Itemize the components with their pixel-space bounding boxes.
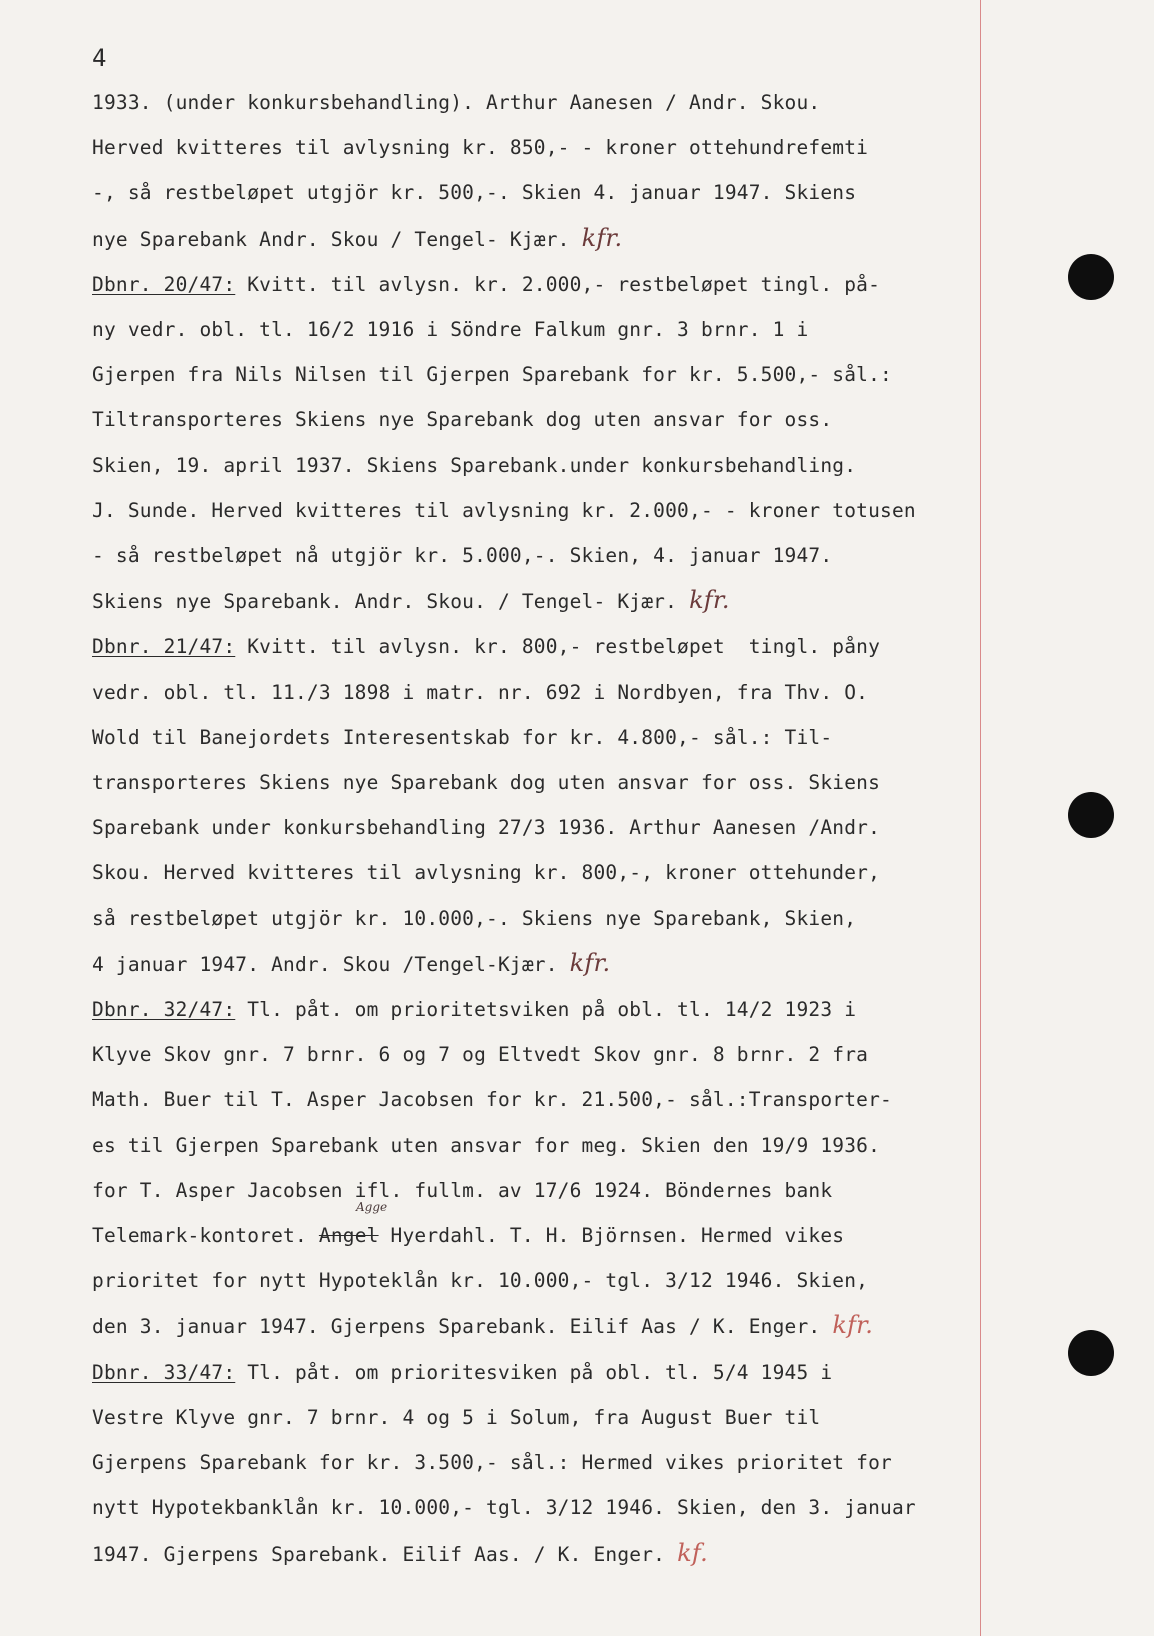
text-line — [92, 1032, 1032, 1077]
line-text: J. Sunde. Herved kvitteres til avlysning kr. 2.000,- - kroner totusen — [92, 498, 916, 522]
line-text: Kvitt. til avlysn. kr. 2.000,- restbeløpet tingl. på- — [235, 272, 881, 296]
text-line — [92, 397, 1032, 442]
line-text: Skou. Herved kvitteres til avlysning kr. 800,-, kroner ottehunder, — [92, 861, 881, 885]
line-text: Sparebank under konkursbehandling 27/3 1936. Arthur Aanesen /Andr. — [92, 816, 881, 840]
text-line — [92, 1123, 1032, 1168]
line-text: 1933. (under konkursbehandling). Arthur Aanesen / Andr. Skou. — [92, 91, 821, 114]
line-text: Skiens nye Sparebank. Andr. Skou. / Tengel- Kjær. — [92, 590, 678, 614]
entry-number: Dbnr. 21/47: — [92, 635, 236, 659]
page-number: 4 — [92, 44, 107, 72]
entry-number: Dbnr. 20/47: — [92, 272, 236, 296]
text-line — [92, 352, 1032, 397]
line-text: transporteres Skiens nye Sparebank dog uten ansvar for oss. Skiens — [92, 771, 881, 795]
line-text: Gjerpen fra Nils Nilsen til Gjerpen Sparebank for kr. 5.500,- sål.: — [92, 363, 892, 387]
punch-hole — [1068, 1330, 1114, 1376]
punch-hole — [1068, 792, 1114, 838]
text-line — [92, 941, 1032, 987]
text-line — [92, 1258, 1032, 1303]
line-text: Telemark-kontoret. — [92, 1224, 307, 1248]
line-text: -, så restbeløpet utgjör kr. 500,-. Skien 4. januar 1947. Skiens — [92, 181, 857, 205]
line-text: Klyve Skov gnr. 7 brnr. 6 og 7 og Eltvedt Skov gnr. 8 brnr. 2 fra — [92, 1043, 869, 1067]
line-text: Skien, 19. april 1937. Skiens Sparebank.under konkursbehandling. — [92, 453, 857, 477]
line-text: - så restbeløpet nå utgjör kr. 5.000,-. Skien, 4. januar 1947. — [92, 544, 833, 568]
text-line — [92, 170, 1032, 215]
line-text: Wold til Banejordets Interesentskab for kr. 4.800,- sål.: Til- — [92, 725, 833, 749]
line-text: den 3. januar 1947. Gjerpens Sparebank. Eilif Aas / K. Enger. — [92, 1315, 821, 1339]
line-text: Vestre Klyve gnr. 7 brnr. 4 og 5 i Solum, fra August Buer til — [92, 1405, 821, 1429]
text-line — [92, 578, 1032, 624]
line-text: Tl. påt. om prioritetsviken på obl. tl. 14/2 1923 i — [235, 998, 857, 1022]
text-line — [92, 307, 1032, 352]
text-line — [92, 1213, 1032, 1258]
text-line — [92, 1440, 1032, 1485]
line-text: Herved kvitteres til avlysning kr. 850,- - kroner ottehundrefemti — [92, 136, 869, 160]
text-line — [92, 262, 1032, 307]
text-line — [92, 533, 1032, 578]
text-line — [92, 760, 1032, 805]
document-body — [92, 80, 1032, 1577]
line-text: es til Gjerpen Sparebank uten ansvar for meg. Skien den 19/9 1936. — [92, 1133, 881, 1157]
line-text: Hyerdahl. T. H. Björnsen. Hermed vikes — [378, 1224, 845, 1248]
text-line — [92, 1303, 1032, 1349]
line-text: Tiltransporteres Skiens nye Sparebank dog uten ansvar for oss. — [92, 408, 833, 432]
text-line — [92, 715, 1032, 760]
handwritten-annotation: Agge — [356, 1200, 388, 1214]
entry-number: Dbnr. 32/47: — [92, 998, 236, 1022]
text-line — [92, 805, 1032, 850]
text-line — [92, 1395, 1032, 1440]
punch-hole — [1068, 254, 1114, 300]
line-text: så restbeløpet utgjör kr. 10.000,-. Skiens nye Sparebank, Skien, — [92, 906, 857, 930]
line-text: 1947. Gjerpens Sparebank. Eilif Aas. / K. Enger. — [92, 1542, 666, 1566]
line-text: Tl. påt. om prioritesviken på obl. tl. 5/4 1945 i — [235, 1360, 833, 1384]
handwritten-initials: kf. — [677, 1538, 708, 1567]
entry-number: Dbnr. 33/47: — [92, 1360, 236, 1384]
text-line — [92, 896, 1032, 941]
text-line — [92, 670, 1032, 715]
line-text: nye Sparebank Andr. Skou / Tengel- Kjær. — [92, 227, 570, 251]
handwritten-initials: kfr. — [832, 1311, 874, 1340]
text-line — [92, 987, 1032, 1032]
text-line — [92, 1531, 1032, 1577]
text-line — [92, 1350, 1032, 1395]
text-line — [92, 1077, 1032, 1122]
line-text: Kvitt. til avlysn. kr. 800,- restbeløpet tingl. påny — [235, 635, 881, 659]
text-line — [92, 1485, 1032, 1530]
text-line — [92, 125, 1032, 170]
text-line — [92, 850, 1032, 895]
text-line — [92, 443, 1032, 488]
text-line — [92, 80, 1032, 125]
text-line — [92, 1168, 1032, 1213]
struck-word: Angel — [318, 1224, 379, 1248]
line-text: vedr. obl. tl. 11./3 1898 i matr. nr. 692 i Nordbyen, fra Thv. O. — [92, 680, 869, 704]
line-text: prioritet for nytt Hypoteklån kr. 10.000,- tgl. 3/12 1946. Skien, — [92, 1269, 869, 1293]
line-text: for T. Asper Jacobsen ifl. fullm. av 17/6 1924. Böndernes bank — [92, 1178, 833, 1202]
line-text: nytt Hypotekbanklån kr. 10.000,- tgl. 3/12 1946. Skien, den 3. januar — [92, 1496, 916, 1520]
text-line — [92, 216, 1032, 262]
text-line — [92, 624, 1032, 669]
handwritten-initials: kfr. — [689, 586, 730, 615]
line-text: Gjerpens Sparebank for kr. 3.500,- sål.: Hermed vikes prioritet for — [92, 1451, 892, 1475]
line-text: 4 januar 1947. Andr. Skou /Tengel-Kjær. — [92, 952, 558, 976]
handwritten-initials: kfr. — [569, 948, 611, 977]
line-text: ny vedr. obl. tl. 16/2 1916 i Söndre Falkum gnr. 3 brnr. 1 i — [92, 318, 809, 342]
text-line — [92, 488, 1032, 533]
handwritten-initials: kfr. — [581, 223, 623, 252]
line-text: Math. Buer til T. Asper Jacobsen for kr. 21.500,- sål.:Transporter- — [92, 1088, 892, 1112]
